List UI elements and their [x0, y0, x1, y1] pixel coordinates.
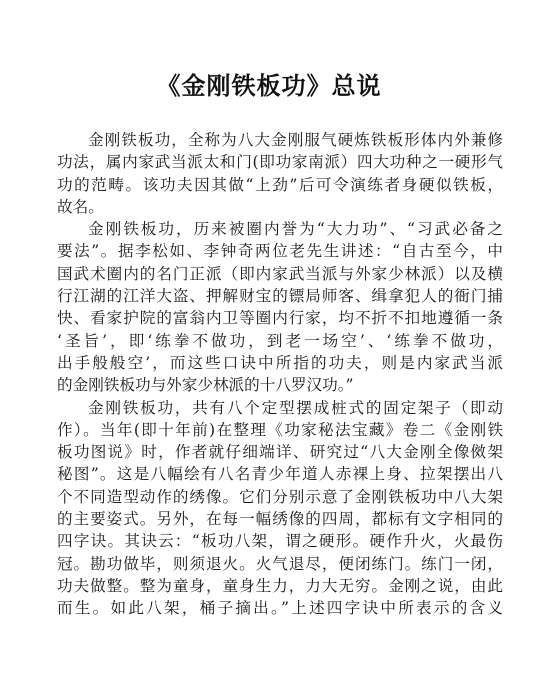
text-line: 而生。如此八架，桶子摘出。”上述四字诀中所表示的含义 [57, 599, 503, 618]
text-line: 金刚铁板功，共有八个定型摆成桩式的固定架子（即动 [88, 398, 503, 417]
text-line: 故名。 [57, 197, 104, 216]
text-line: 出手般般空’，而这些口诀中所指的功夫，则是内家武当派 [57, 353, 503, 372]
text-line: 作）。当年(即十年前)在整理《功家秘法宝藏》卷二《金刚铁 [57, 420, 503, 439]
text-line: 功法，属内家武当派太和门(即功家南派）四大功种之一硬形气 [57, 153, 503, 172]
text-line: 国武术圈内的名门正派（即内家武当派与外家少林派）以及横 [57, 264, 503, 283]
text-line: 要法”。据李松如、李钟奇两位老先生讲述：“自古至今，中 [57, 242, 503, 261]
text-line: 行江湖的江洋大盗、押解财宝的镖局师客、缉拿犯人的衙门捕 [57, 287, 503, 306]
text-line: 的主要姿式。另外，在每一幅绣像的四周，都标有文字相同的 [57, 510, 503, 529]
text-line: 快、看家护院的富翁内卫等圈内行家，均不折不扣地遵循一条 [57, 309, 503, 328]
text-line: 功夫做整。整为童身，童身生力，力大无穷。金刚之说，由此 [57, 576, 503, 595]
text-line: 板功图说》时，作者就仔细端详、研究过“八大金刚全像傚架 [57, 443, 503, 462]
text-line: 的金刚铁板功与外家少林派的十八罗汉功。” [57, 376, 354, 395]
text-line: 功的范畴。该功夫因其做“上劲”后可令演练者身硬似铁板， [57, 175, 503, 194]
text-line: 冠。勘功做毕，则须退火。火气退尽，便闭练门。练门一闭， [57, 554, 503, 573]
text-line: ‘圣旨’，即‘练拳不做功，到老一场空’、‘练拳不做功， [57, 331, 503, 350]
page-title: 《金刚铁板功》总说 [156, 72, 382, 100]
text-line: 四字诀。其诀云：“板功八架，谓之硬形。硬作升火，火最伤 [57, 532, 503, 551]
text-line: 金刚铁板功，历来被圈内誉为“大力功”、“习武必备之 [88, 220, 503, 239]
text-line: 个不同造型动作的绣像。它们分别示意了金刚铁板功中八大架 [57, 487, 503, 506]
text-line: 金刚铁板功，全称为八大金刚服气硬炼铁板形体内外兼修 [88, 131, 503, 149]
body-text [57, 129, 503, 620]
text-line: 秘图”。这是八幅绘有八名青少年道人赤裸上身、拉架摆出八 [57, 465, 503, 484]
